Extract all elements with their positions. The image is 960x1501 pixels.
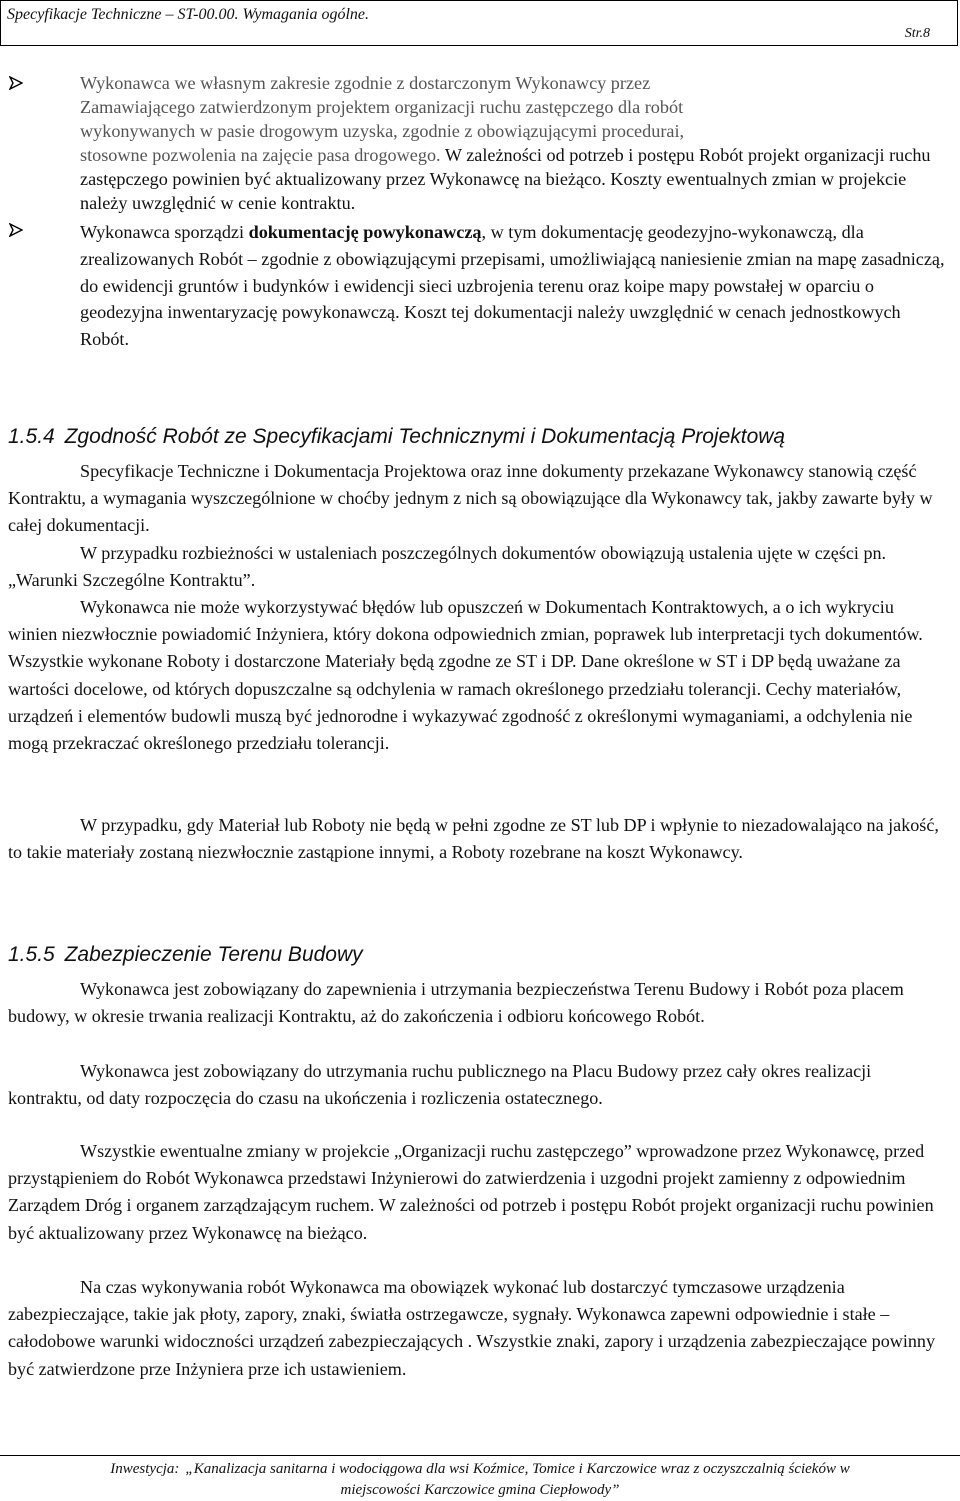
page-footer: [0, 1459, 960, 1501]
section-number-155: 1.5.5: [8, 943, 55, 966]
bullet-suffix: , w tym dokumentację geodezyjno-wykonawczą, dla zrealizowanych Robót – zgodnie z obowiązującymi przepisami, umożliwiającą naniesienie zmian na mapę zasadniczą, do ewidencji gruntów i budynków i ewidencji sieci uzbrojenia terenu oraz koipe mapy powstałej w oparciu o geodezyjna inwentaryzację powykonawczą. Koszt tej dokumentacji należy uwzględnić w cenach jednostkowych Robót.: [80, 222, 945, 350]
document-title: Specyfikacje Techniczne – ST-00.00. Wymagania ogólne.: [7, 6, 369, 23]
bullet-bold-term: dokumentację powykonawczą: [248, 222, 482, 242]
page-number: Str.8: [904, 26, 930, 41]
bullet-line-4: stosowne pozwolenia na zajęcie pasa drogowego.: [80, 144, 441, 165]
bullet-text-as-built-documentation: [80, 219, 952, 353]
bullet-item-as-built-documentation: [0, 219, 960, 409]
section-154-paragraph-4: W przypadku, gdy Materiał lub Roboty nie będą w pełni zgodne ze ST lub DP i wpłynie to niezadowalająco na jakość, to takie materiały zostaną niezwłocznie zastąpione innymi, a Roboty rozebrane na koszt Wykonawcy.: [8, 815, 939, 863]
section-154-paragraph-3: Wykonawca nie może wykorzystywać błędów lub opuszczeń w Dokumentach Kontraktowych, a o ich wykryciu winien niezwłocznie powiadomić Inżyniera, który dokona odpowiednich zmian, poprawek lub interpretacji tych dokumentów. Wszystkie wykonane Roboty i dostarczone Materiały będą zgodne ze ST i DP. Dane określone w ST i DP będą uważane za wartości docelowe, od których dopuszczalne są odchylenia w ramach określonego przedziału tolerancji. Cechy materiałów, urządzeń i elementów budowli muszą być jednorodne i wykazywać zgodność z określonymi wymaganiami, a odchylenia nie mogą przekraczać określonego przedziału tolerancji.: [8, 597, 923, 754]
bullet-line-1: Wykonawca we własnym zakresie zgodnie z dostarczonym Wykonawcy przez: [80, 73, 651, 93]
footer-divider: [0, 1455, 960, 1456]
bullet-prefix: Wykonawca sporządzi: [80, 222, 249, 242]
footer-project-title-line-1: „Kanalizacja sanitarna i wodociągowa dla wsi Koźmice, Tomice i Karczowice wraz z oczyszczalnią ścieków w: [185, 1461, 850, 1477]
bullet-line-2: Zamawiającego zatwierdzonym projektem organizacji ruchu zastępczego dla robót: [80, 96, 684, 117]
footer-label: Inwestycja:: [110, 1461, 180, 1477]
bullet-item-traffic-organization: [0, 72, 960, 232]
section-155-paragraph-3: Wszystkie ewentualne zmiany w projekcie „Organizacji ruchu zastępczego” wprowadzone przez Wykonawcę, przed przystąpieniem do Robót Wykonawca przedstawi Inżynierowi do zatwierdzenia i uzgodni projekt zamienny z odpowiednim Zarządem Dróg i organem zarządzającym ruchem. W zależności od potrzeb i postępu Robót projekt organizacji ruchu powinien być aktualizowany przez Wykonawcę na bieżąco.: [8, 1141, 934, 1243]
section-title-154: Zgodność Robót ze Specyfikacjami Technicznymi i Dokumentacją Projektową: [64, 425, 786, 448]
section-154-paragraph-1: Specyfikacje Techniczne i Dokumentacja Projektowa oraz inne dokumenty przekazane Wykonawcy stanowią część Kontraktu, a wymagania wyszczególnione w choćby jednym z nich są obowiązujące dla Wykonawcy tak, jakby zawarte były w całej dokumentacji.: [8, 461, 933, 536]
section-155-paragraph-1: Wykonawca jest zobowiązany do zapewnienia i utrzymania bezpieczeństwa Terenu Budowy i Robót poza placem budowy, w okresie trwania realizacji Kontraktu, aż do zakończenia i odbioru końcowego Robót.: [8, 979, 904, 1027]
section-155-paragraph-2: Wykonawca jest zobowiązany do utrzymania ruchu publicznego na Placu Budowy przez cały okres realizacji kontraktu, od daty rozpoczęcia do czasu na ukończenia i rozliczenia ostatecznego.: [8, 1061, 872, 1109]
bullet-line-3: wykonywanych w pasie drogowym uzyska, zgodnie z obowiązującymi procedurai,: [80, 120, 685, 141]
arrowhead-bullet-icon: [9, 223, 23, 237]
section-title-155: Zabezpieczenie Terenu Budowy: [64, 943, 363, 966]
section-155-paragraph-4: Na czas wykonywania robót Wykonawca ma obowiązek wykonać lub dostarczyć tymczasowe urządzenia zabezpieczające, takie jak płoty, zapory, znaki, światła ostrzegawcze, sygnały. Wykonawca zapewni odpowiednie i stałe –całodobowe warunki widoczności urządzeń zabezpieczających . Wszystkie znaki, zapory i urządzenia zabezpieczające powinny być zatwierdzone prze Inżyniera prze ich ustawieniem.: [8, 1277, 935, 1379]
section-number-154: 1.5.4: [8, 425, 55, 448]
bullet-continuation: W zależności od potrzeb i postępu Robót projekt organizacji ruchu zastępczego powinien być aktualizowany przez Wykonawcę na bieżąco. Koszty ewentualnych zmian w projekcie należy uwzględnić w cenie kontraktu.: [80, 144, 931, 213]
arrowhead-bullet-icon: [9, 76, 23, 90]
footer-line-1: [0, 1459, 960, 1480]
section-heading-154: [8, 425, 785, 449]
section-154-paragraph-2: W przypadku rozbieżności w ustaleniach poszczególnych dokumentów obowiązują ustalenia ujęte w części pn. „Warunki Szczególne Kontraktu”.: [8, 543, 887, 591]
bullet-text-traffic-organization: [80, 72, 952, 215]
footer-project-title-line-2: miejscowości Karczowice gmina Ciepłowody”: [340, 1482, 620, 1498]
section-heading-155: [8, 943, 363, 967]
